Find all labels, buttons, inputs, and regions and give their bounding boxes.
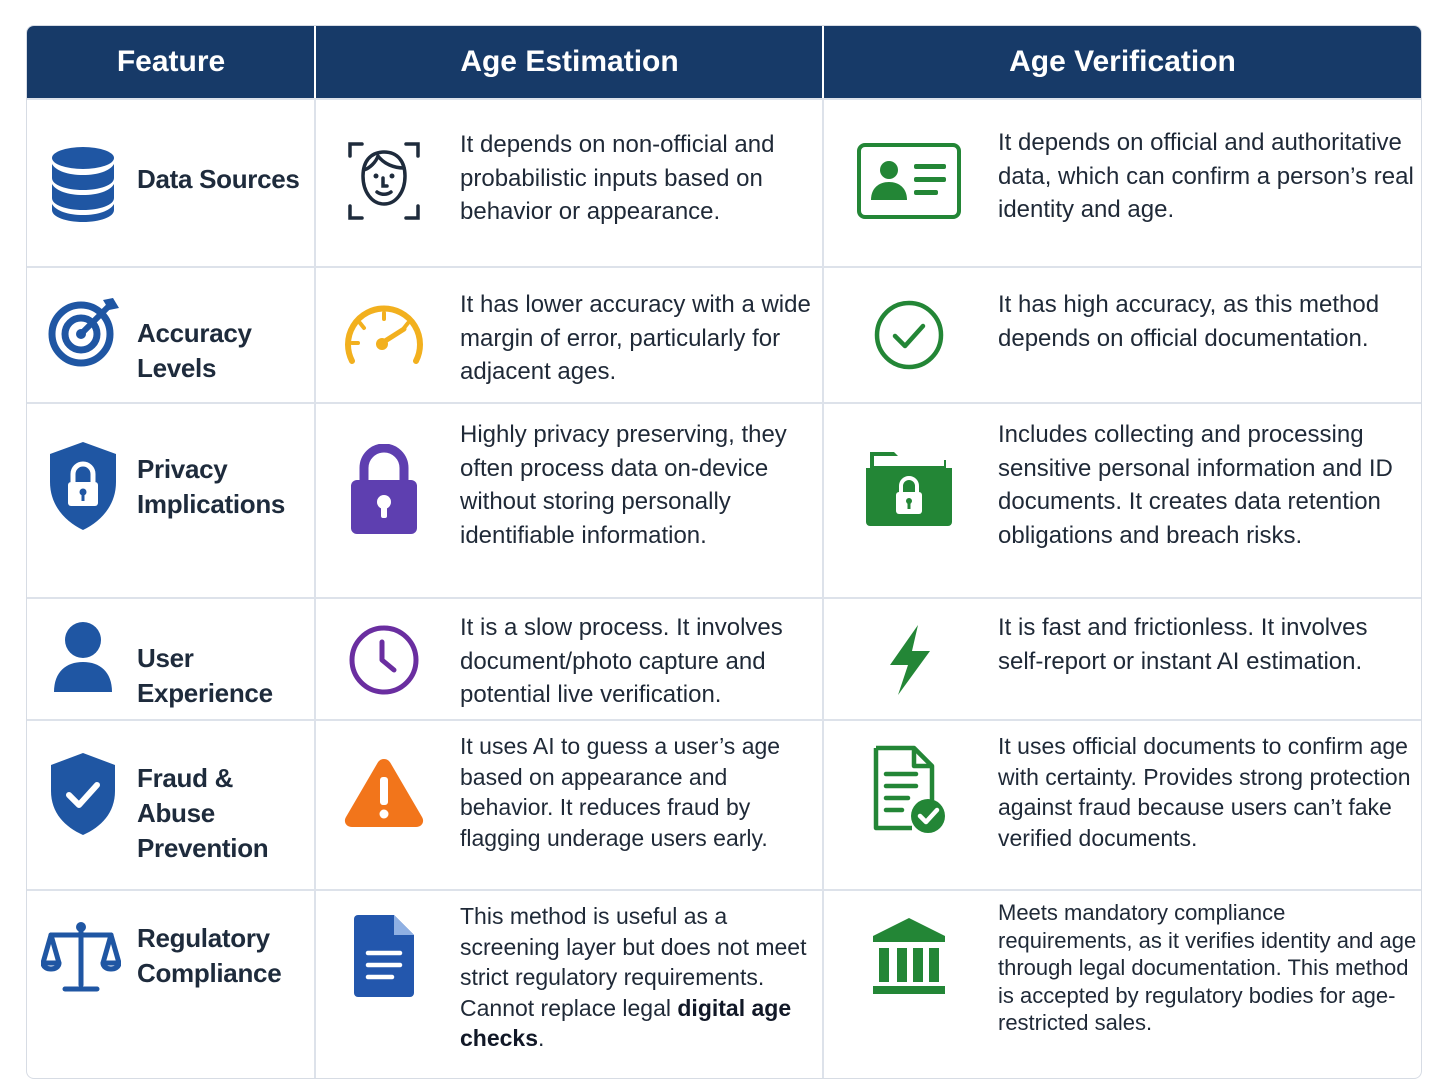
estimation-text: It is a slow process. It involves document/photo capture and potential live verification. (460, 614, 783, 708)
feature-cell (27, 721, 315, 891)
feature-cell (27, 891, 315, 1079)
verification-text: It depends on official and authoritative data, which can confirm a person’s real identity and age. (998, 129, 1414, 223)
padlock-icon (339, 440, 429, 540)
face-scan-icon (339, 136, 429, 226)
lightning-icon (864, 615, 954, 705)
locked-folder-icon (864, 440, 954, 530)
header-age-estimation: Age Estimation (460, 45, 679, 78)
estimation-text-suffix: . (538, 1025, 545, 1051)
estimation-text-bold: digital age checks (460, 994, 792, 1051)
table-row (27, 719, 1421, 891)
verification-text: It is fast and frictionless. It involves self-report or instant AI estimation. (998, 614, 1368, 675)
feature-label-line: Compliance (137, 958, 282, 988)
feature-label-line: Prevention (137, 833, 269, 863)
shield-check-icon (45, 749, 121, 839)
estimation-cell (316, 404, 823, 599)
feature-label: Data Sources (137, 164, 300, 194)
feature-label: User Experience (137, 643, 273, 708)
estimation-text-prefix: This method is useful as a screening layer but does not meet strict regulatory requirements. Cannot replace legal (460, 903, 807, 1021)
feature-label (137, 921, 281, 991)
document-icon (339, 911, 429, 1001)
table-row (27, 402, 1421, 599)
feature-label (137, 452, 285, 522)
verification-cell (824, 404, 1421, 599)
estimation-text: It has lower accuracy with a wide margin of error, particularly for adjacent ages. (460, 291, 811, 385)
feature-label-line: Fraud & Abuse (137, 763, 234, 828)
header-feature: Feature (116, 45, 226, 78)
verification-text: Meets mandatory compliance requirements, as it verifies identity and age through legal documentation. This method is accepted by regulatory bodies for age-restricted sales. (998, 900, 1417, 1035)
header-divider (822, 26, 824, 98)
comparison-table (26, 25, 1422, 1079)
gauge-icon (339, 290, 429, 380)
feature-label (137, 761, 315, 866)
table-row (27, 597, 1421, 721)
verification-text: It uses official documents to confirm age with certainty. Provides strong protection against fraud because users can’t fake verified documents. (998, 733, 1411, 851)
id-card-icon (854, 136, 964, 226)
document-check-icon (864, 745, 954, 835)
feature-label-line: Privacy (137, 454, 228, 484)
table-row (27, 98, 1421, 268)
warning-icon (339, 747, 429, 837)
estimation-text: It uses AI to guess a user’s age based on appearance and behavior. It reduces fraud by flagging underage users early. (460, 733, 781, 851)
verification-cell (824, 599, 1421, 721)
database-icon (45, 146, 121, 222)
table-row (27, 266, 1421, 404)
estimation-cell (316, 891, 823, 1079)
feature-label: Accuracy Levels (137, 318, 252, 383)
verification-cell (824, 891, 1421, 1079)
verification-cell (824, 268, 1421, 404)
clock-icon (339, 615, 429, 705)
shield-lock-icon (45, 438, 121, 534)
estimation-text (460, 901, 816, 1054)
feature-cell (27, 404, 315, 599)
estimation-text: It depends on non-official and probabilistic inputs based on behavior or appearance. (460, 131, 775, 225)
verification-cell (824, 721, 1421, 891)
verification-cell (824, 100, 1421, 268)
user-icon (45, 619, 121, 695)
estimation-cell (316, 721, 823, 891)
feature-label-line: Implications (137, 489, 286, 519)
estimation-cell (316, 100, 823, 268)
target-icon (45, 294, 121, 370)
estimation-cell (316, 599, 823, 721)
scales-icon (41, 917, 121, 997)
feature-cell (27, 599, 315, 721)
feature-cell (27, 268, 315, 404)
estimation-text: Highly privacy preserving, they often process data on-device without storing personally identifiable information. (460, 421, 787, 549)
table-row (27, 889, 1421, 1079)
check-circle-icon (864, 290, 954, 380)
header-age-verification: Age Verification (1009, 45, 1236, 78)
header-divider (314, 26, 316, 98)
estimation-cell (316, 268, 823, 404)
table-header (27, 26, 1421, 98)
feature-label-line: Regulatory (137, 923, 270, 953)
feature-cell (27, 100, 315, 268)
verification-text: Includes collecting and processing sensitive personal information and ID documents. It creates data retention obligations and breach risks. (998, 421, 1393, 549)
verification-text: It has high accuracy, as this method depends on official documentation. (998, 291, 1380, 352)
institution-icon (864, 911, 954, 1001)
